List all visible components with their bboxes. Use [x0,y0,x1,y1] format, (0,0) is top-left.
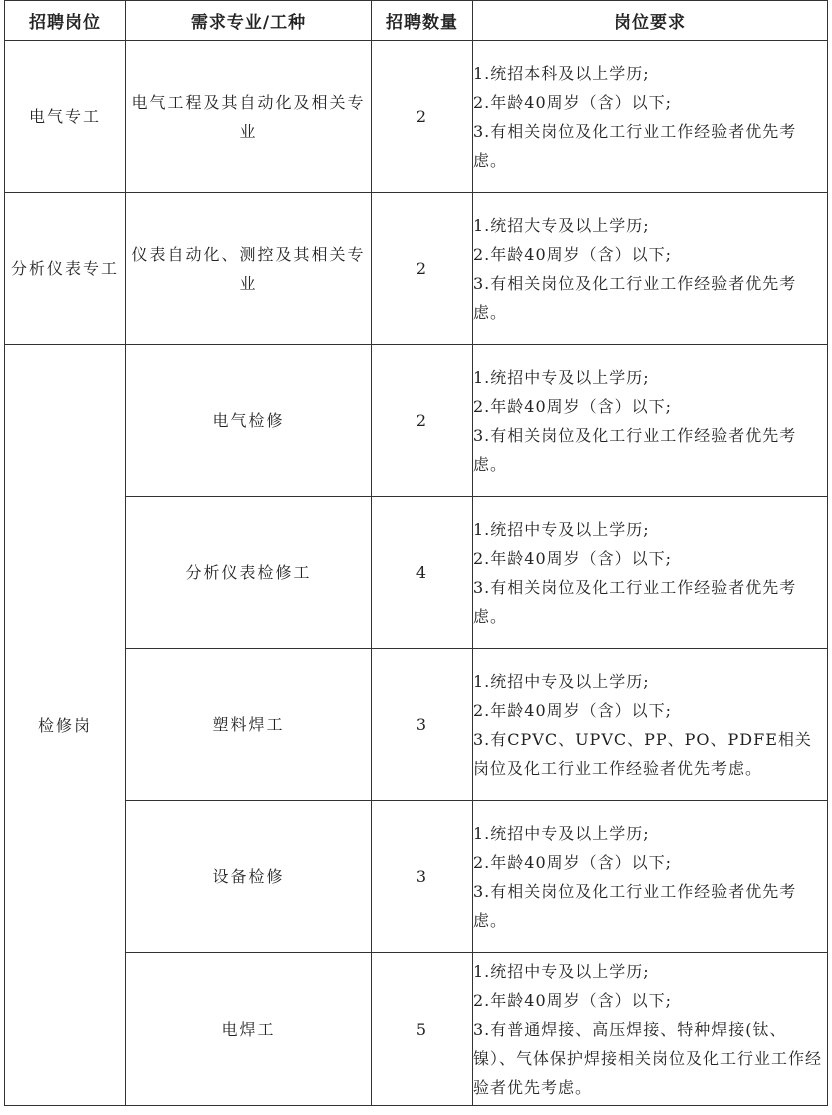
table-row [5,41,828,193]
requirement-line: 3.有相关岗位及化工行业工作经验者优先考虑。 [473,425,797,474]
count-cell: 3 [372,801,473,953]
requirement-line: 1.统招中专及以上学历; [473,519,650,539]
requirements-cell [473,801,828,953]
requirements-cell [473,497,828,649]
requirement-line: 1.统招中专及以上学历; [473,961,650,981]
requirements-cell [473,41,828,193]
requirement-line: 2.年龄40周岁（含）以下; [473,990,673,1010]
requirement-line: 1.统招本科及以上学历; [473,63,650,83]
requirement-line: 3.有相关岗位及化工行业工作经验者优先考虑。 [473,273,797,322]
requirement-line: 2.年龄40周岁（含）以下; [473,244,673,264]
count-cell: 4 [372,497,473,649]
header-position: 招聘岗位 [5,1,126,41]
table-row [5,193,828,345]
requirement-line: 1.统招中专及以上学历; [473,671,650,691]
recruitment-table [4,0,828,1106]
table-row [5,801,828,953]
major-cell: 设备检修 [126,801,372,953]
position-cell: 检修岗 [5,345,126,1106]
count-cell: 5 [372,953,473,1106]
requirement-line: 3.有相关岗位及化工行业工作经验者优先考虑。 [473,881,797,930]
major-cell: 塑料焊工 [126,649,372,801]
requirements-cell [473,345,828,497]
major-cell: 分析仪表检修工 [126,497,372,649]
requirement-line: 2.年龄40周岁（含）以下; [473,852,673,872]
major-cell: 电焊工 [126,953,372,1106]
requirements-cell [473,649,828,801]
requirement-line: 1.统招大专及以上学历; [473,215,650,235]
count-cell: 2 [372,41,473,193]
requirement-line: 3.有CPVC、UPVC、PP、PO、PDFE相关岗位及化工行业工作经验者优先考虑。 [473,729,812,778]
major-cell: 电气工程及其自动化及相关专业 [126,41,372,193]
header-row [5,1,828,41]
table-row [5,649,828,801]
table-row [5,497,828,649]
requirement-line: 3.有相关岗位及化工行业工作经验者优先考虑。 [473,577,797,626]
header-count: 招聘数量 [372,1,473,41]
requirement-line: 2.年龄40周岁（含）以下; [473,92,673,112]
requirements-cell [473,193,828,345]
requirements-cell [473,953,828,1106]
requirement-line: 3.有普通焊接、高压焊接、特种焊接(钛、镍）、气体保护焊接相关岗位及化工行业工作经验者优先考虑。 [473,1019,823,1097]
header-requirements: 岗位要求 [473,1,828,41]
requirement-line: 2.年龄40周岁（含）以下; [473,700,673,720]
requirement-line: 1.统招中专及以上学历; [473,823,650,843]
major-cell: 仪表自动化、测控及其相关专业 [126,193,372,345]
table-row [5,345,828,497]
requirement-line: 2.年龄40周岁（含）以下; [473,548,673,568]
table-row [5,953,828,1106]
count-cell: 2 [372,193,473,345]
count-cell: 2 [372,345,473,497]
header-major: 需求专业/工种 [126,1,372,41]
count-cell: 3 [372,649,473,801]
major-cell: 电气检修 [126,345,372,497]
requirement-line: 2.年龄40周岁（含）以下; [473,396,673,416]
requirement-line: 3.有相关岗位及化工行业工作经验者优先考虑。 [473,121,797,170]
requirement-line: 1.统招中专及以上学历; [473,367,650,387]
position-cell: 电气专工 [5,41,126,193]
position-cell: 分析仪表专工 [5,193,126,345]
